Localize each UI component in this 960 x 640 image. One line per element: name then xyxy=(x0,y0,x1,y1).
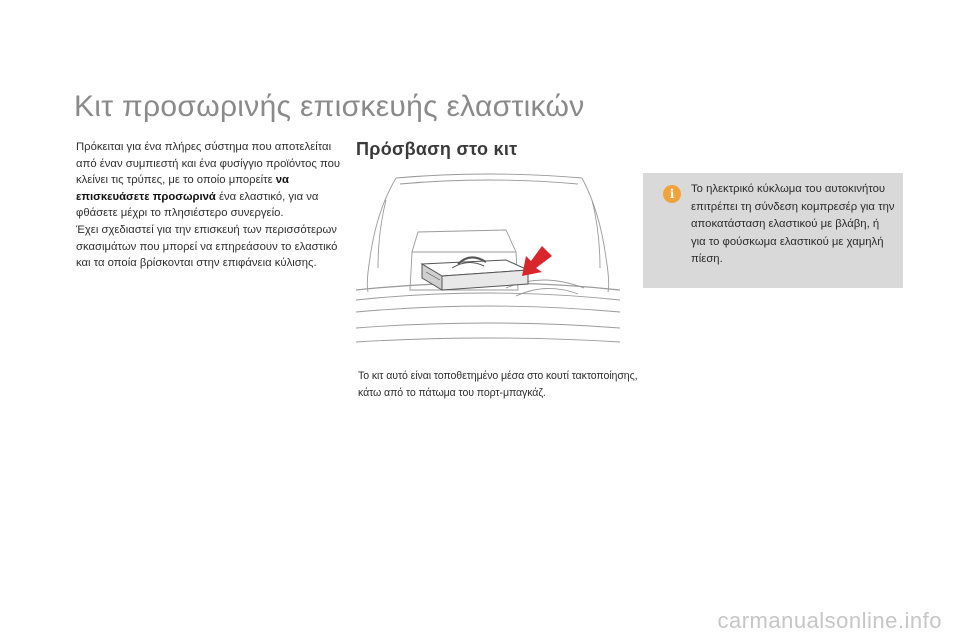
section-title: Πρόσβαση στο κιτ xyxy=(356,139,518,159)
trunk-illustration xyxy=(356,172,620,356)
pointer-arrow xyxy=(522,246,552,276)
info-box xyxy=(643,173,903,288)
intro-text-1: Πρόκειται για ένα πλήρες σύστημα που αποτελείται από έναν συμπιεστή και ένα φυσίγγιο προϊόντος που κλείνει τις τρύπες, με το οποίο μπορείτε xyxy=(76,141,341,187)
intro-text-2: ένα ελαστικό, για να φθάσετε μέχρι το πλησιέστερο συνεργείο. xyxy=(76,190,319,220)
intro-text-3: Έχει σχεδιαστεί για την επισκευή των περισσότερων σκασιμάτων που μπορεί να επηρεάσουν το ελαστικό και τα οποία βρίσκονται στην επιφάνεια κύλισης. xyxy=(76,223,338,270)
page-title: Κιτ προσωρινής επισκευής ελαστικών xyxy=(74,90,585,123)
intro-paragraph xyxy=(76,139,346,272)
info-icon: i xyxy=(663,185,681,203)
image-caption: Το κιτ αυτό είναι τοποθετημένο μέσα στο κουτί τακτοποίησης, κάτω από το πάτωμα του πορτ-μπαγκάζ. xyxy=(358,370,638,399)
intro-bold: να επισκευάσετε προσωρινά xyxy=(76,174,289,203)
info-text: Το ηλεκτρικό κύκλωμα του αυτοκινήτου επιτρέπει τη σύνδεση κομπρεσέρ για την αποκατάσταση ελαστικού με βλάβη, ή για το φούσκωμα ελαστικού με χαμηλή πίεση. xyxy=(691,183,895,265)
watermark: carmanualsonline.info xyxy=(717,608,942,633)
